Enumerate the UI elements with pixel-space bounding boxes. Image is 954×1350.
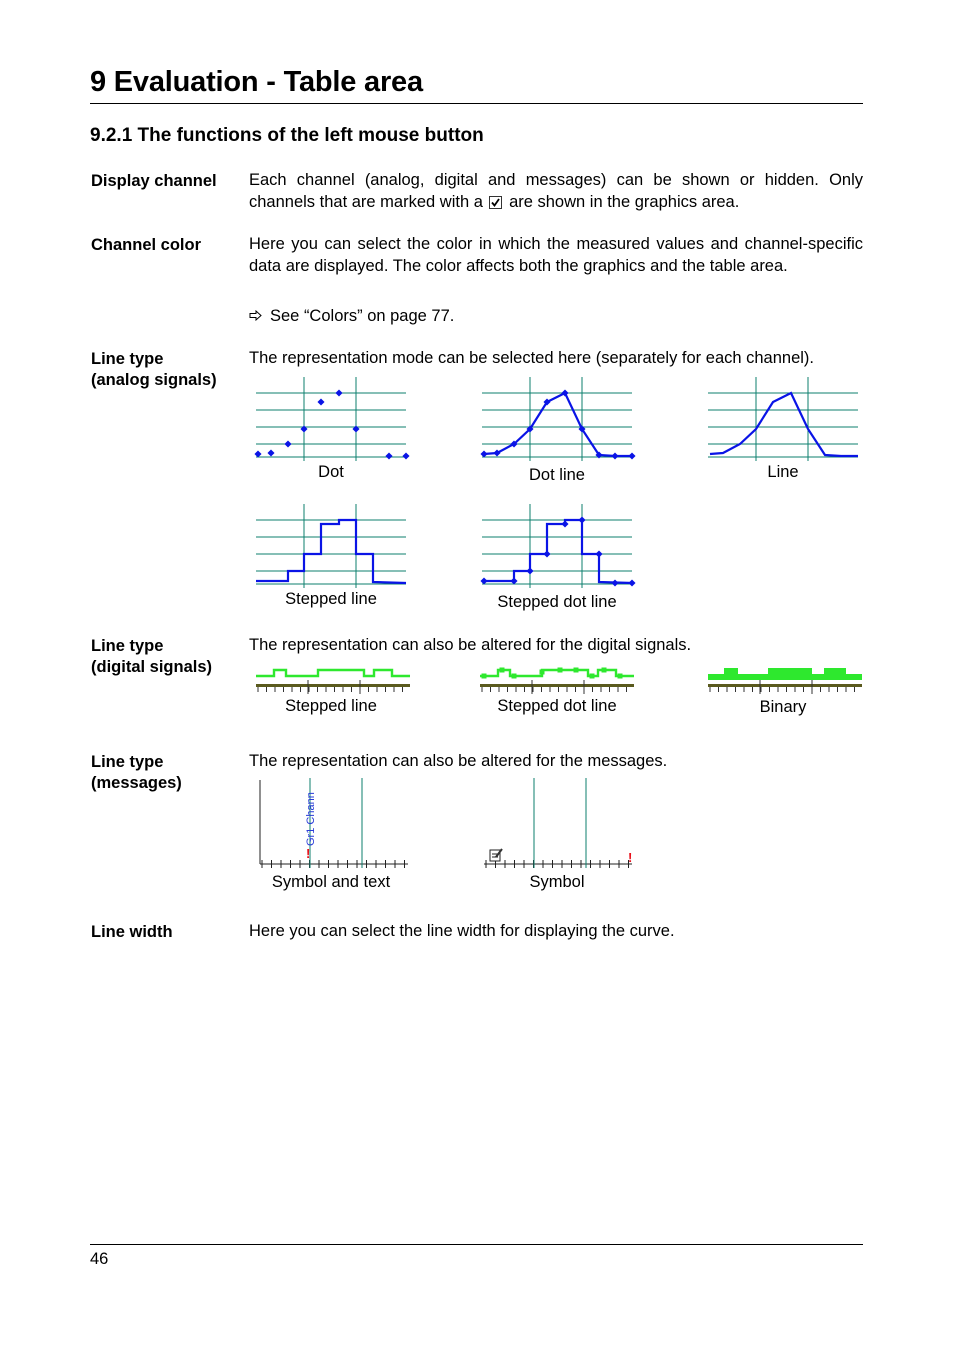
- data-dot: [402, 452, 409, 459]
- data-dot: [284, 440, 291, 447]
- digital-dot: [500, 668, 505, 673]
- see-also-colors: [249, 306, 863, 328]
- binary-block: [824, 668, 846, 676]
- desc-channel-color: Here you can select the color in which the measured values and channel-specific data are displayed. The color affects both the graphics and the table area.: [249, 235, 863, 275]
- digital-dot: [590, 674, 595, 679]
- desc-display-channel-after: are shown in the graphics area.: [509, 192, 740, 211]
- messages-symbol-and-text-figure: [256, 776, 412, 870]
- caption-symbol: Symbol: [529, 873, 585, 891]
- term-line-type-messages-1: Line type: [91, 753, 164, 771]
- data-dot: [628, 452, 635, 459]
- data-line: [710, 393, 858, 456]
- binary-block: [724, 668, 738, 676]
- desc-line-type-digital: The representation can also be altered for the digital signals.: [249, 636, 692, 654]
- caption-digital-stepped-line: Stepped line: [285, 697, 377, 715]
- digital-dot: [618, 674, 623, 679]
- message-mark: !: [306, 846, 311, 861]
- data-dot: [317, 398, 324, 405]
- digital-axis: [256, 684, 410, 687]
- caption-symbol-and-text: Symbol and text: [271, 873, 391, 891]
- data-dot: [595, 550, 602, 557]
- desc-display-channel-before: Each channel (analog, digital and messages) can be shown or hidden. Only channels that are marked with a: [249, 171, 863, 211]
- data-dot: [611, 452, 618, 459]
- caption-stepped-dot-line: Stepped dot line: [497, 593, 617, 611]
- note-sheet: [490, 850, 500, 861]
- message-label-text: Gr1 Chann: [305, 792, 317, 846]
- footer-divider: [90, 1244, 863, 1245]
- data-dot: [480, 577, 487, 584]
- data-dot: [561, 520, 568, 527]
- term-line-type-digital-1: Line type: [91, 637, 164, 655]
- term-line-type-analog-2: (analog signals): [91, 371, 217, 389]
- data-dot: [561, 389, 568, 396]
- data-line: [484, 393, 632, 456]
- analog-stepped-dot-line-figure: [482, 504, 634, 588]
- digital-stepped-dot-line-figure: [480, 662, 636, 694]
- digital-stepped-line-figure: [256, 662, 412, 694]
- term-line-type-digital-2: (digital signals): [91, 658, 213, 676]
- header-divider: [90, 103, 863, 104]
- data-line: [256, 520, 406, 583]
- section-title: 9.2.1 The functions of the left mouse button: [90, 125, 484, 146]
- digital-dot: [540, 670, 545, 675]
- desc-line-type-messages: The representation can also be altered for the messages.: [249, 752, 668, 770]
- binary-block: [768, 668, 812, 676]
- caption-dot-line: Dot line: [529, 466, 585, 484]
- checked-checkbox-icon: [489, 194, 502, 207]
- data-dot: [480, 450, 487, 457]
- term-channel-color: Channel color: [91, 236, 202, 254]
- page-number: 46: [90, 1250, 109, 1268]
- messages-symbol-figure: [480, 776, 636, 870]
- digital-line: [256, 670, 410, 676]
- message-mark: !: [628, 850, 633, 865]
- chapter-title: 9 Evaluation - Table area: [90, 66, 423, 98]
- data-dot: [510, 577, 517, 584]
- caption-digital-stepped-dot-line: Stepped dot line: [497, 697, 617, 715]
- caption-stepped-line: Stepped line: [285, 590, 377, 608]
- caption-binary: Binary: [759, 698, 807, 716]
- analog-stepped-line-figure: [256, 504, 408, 588]
- term-line-type-messages: [91, 752, 182, 794]
- analog-line-figure: [708, 377, 860, 461]
- digital-axis: [708, 684, 862, 687]
- term-line-type-messages-2: (messages): [91, 774, 182, 792]
- desc-line-type-analog: The representation mode can be selected here (separately for each channel).: [249, 349, 815, 367]
- data-dot: [611, 579, 618, 586]
- data-dot: [543, 550, 550, 557]
- data-line: [482, 520, 632, 583]
- digital-axis: [480, 684, 634, 687]
- term-display-channel: Display channel: [91, 172, 217, 190]
- digital-dot: [558, 668, 563, 673]
- data-dot: [254, 450, 261, 457]
- desc-line-width: Here you can select the line width for displaying the curve.: [249, 922, 675, 940]
- data-dot: [335, 389, 342, 396]
- data-dot: [526, 567, 533, 574]
- term-line-type-analog-1: Line type: [91, 350, 164, 368]
- right-arrow-icon: [249, 306, 262, 328]
- analog-dot-line-figure: [482, 377, 634, 461]
- caption-line: Line: [767, 463, 799, 481]
- desc-display-channel: [249, 170, 863, 213]
- analog-dot-figure: [256, 377, 408, 461]
- see-also-text: See “Colors” on page 77.: [270, 307, 455, 325]
- digital-dot: [512, 674, 517, 679]
- data-dot: [385, 452, 392, 459]
- digital-binary-figure: [708, 662, 864, 694]
- term-line-width: Line width: [91, 923, 173, 941]
- digital-dot: [482, 674, 487, 679]
- note-pencil-icon: [490, 849, 502, 861]
- term-line-type-analog: [91, 349, 217, 391]
- data-dot: [267, 449, 274, 456]
- caption-dot: Dot: [318, 463, 344, 481]
- digital-dot: [574, 668, 579, 673]
- data-dot: [628, 579, 635, 586]
- data-dot: [578, 516, 585, 523]
- term-line-type-digital: [91, 636, 212, 678]
- digital-dot: [602, 668, 607, 673]
